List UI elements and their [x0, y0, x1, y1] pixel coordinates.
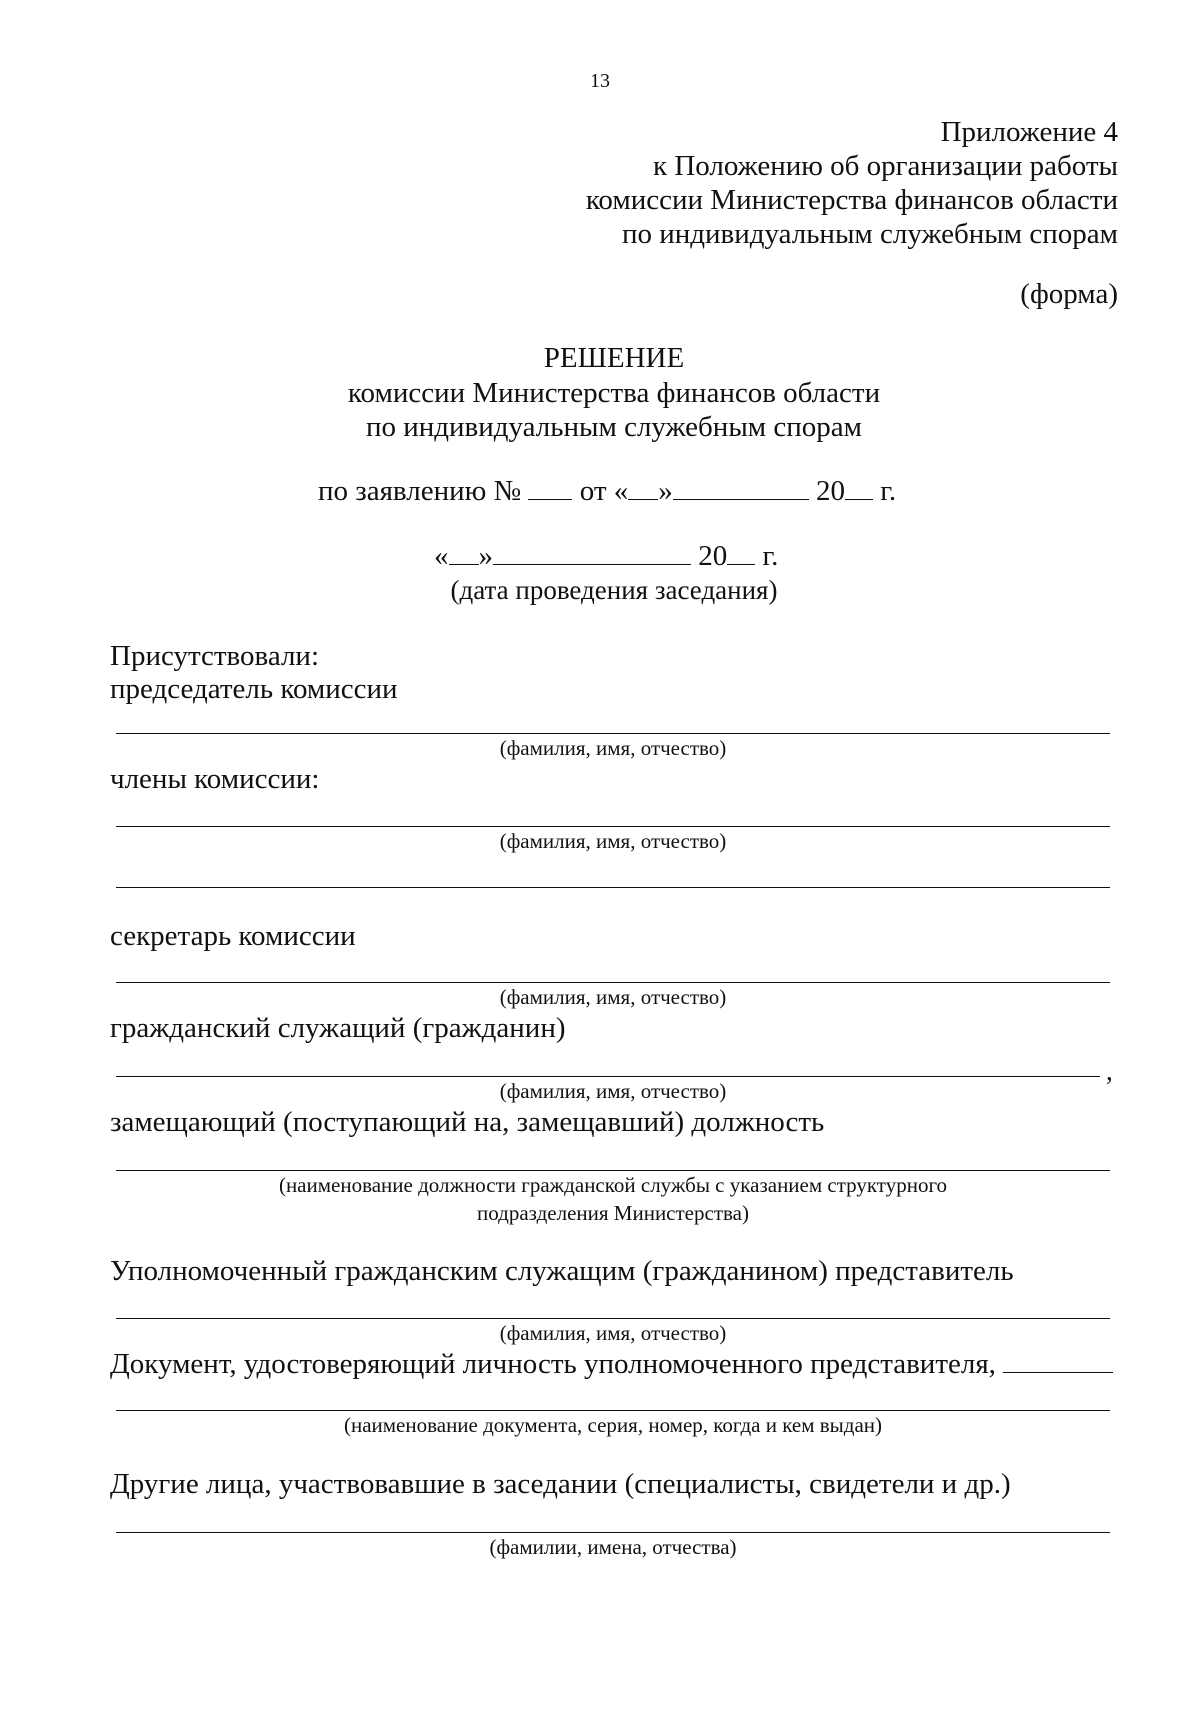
- secretary-label: секретарь комиссии: [110, 920, 356, 952]
- position-label: замещающий (поступающий на, замещавший) должность: [110, 1106, 825, 1138]
- secretary-caption: (фамилия, имя, отчество): [499, 985, 727, 1009]
- position-caption-1: (наименование должности гражданской службы с указанием структурного: [278, 1173, 948, 1197]
- meeting-day-blank[interactable]: [449, 542, 479, 565]
- id-document-details-line[interactable]: [116, 1410, 1110, 1411]
- application-prefix: по заявлению №: [318, 475, 522, 507]
- meeting-year-suffix: г.: [762, 540, 779, 572]
- present-label: Присутствовали:: [110, 640, 320, 672]
- id-document-blank[interactable]: [1003, 1350, 1113, 1373]
- decision-disputes: по индивидуальным служебным спорам: [365, 411, 863, 443]
- secretary-name-line[interactable]: [116, 982, 1110, 983]
- appendix-disputes: по индивидуальным служебным спорам: [621, 218, 1118, 250]
- form-label: (форма): [1020, 278, 1118, 310]
- representative-caption: (фамилия, имя, отчество): [499, 1321, 727, 1345]
- id-document-line: [110, 1348, 1113, 1381]
- member-2-name-line[interactable]: [116, 887, 1110, 888]
- meeting-month-blank[interactable]: [493, 542, 691, 565]
- meeting-date-close: »: [478, 540, 493, 572]
- position-caption-2: подразделения Министерства): [477, 1201, 749, 1225]
- civil-servant-comma: ,: [1106, 1056, 1113, 1086]
- application-month-blank[interactable]: [673, 477, 809, 500]
- appendix-commission: комиссии Министерства финансов области: [585, 184, 1118, 216]
- appendix-regulation: к Положению об организации работы: [653, 150, 1118, 182]
- civil-servant-name-line[interactable]: [116, 1076, 1100, 1077]
- meeting-date-open: «: [434, 540, 449, 572]
- application-from: от «: [579, 475, 629, 507]
- application-year-suffix: г.: [880, 475, 897, 507]
- others-names-line[interactable]: [116, 1532, 1110, 1533]
- representative-label: Уполномоченный гражданским служащим (гражданином) представитель: [110, 1255, 1014, 1287]
- meeting-date-caption: (дата проведения заседания): [450, 575, 778, 605]
- meeting-year: 20: [698, 540, 728, 572]
- decision-commission: комиссии Министерства финансов области: [347, 377, 881, 409]
- application-year: 20: [816, 475, 846, 507]
- others-caption: (фамилии, имена, отчества): [489, 1535, 737, 1559]
- id-document-label: Документ, удостоверяющий личность уполномоченного представителя,: [110, 1348, 996, 1380]
- position-line[interactable]: [116, 1170, 1110, 1171]
- application-number-blank[interactable]: [528, 477, 572, 500]
- id-document-caption: (наименование документа, серия, номер, когда и кем выдан): [343, 1413, 883, 1437]
- chairman-caption: (фамилия, имя, отчество): [499, 736, 727, 760]
- civil-servant-caption: (фамилия, имя, отчество): [499, 1079, 727, 1103]
- member-1-name-line[interactable]: [116, 826, 1110, 827]
- chairman-name-line[interactable]: [116, 733, 1110, 734]
- meeting-year-blank[interactable]: [727, 542, 755, 565]
- application-year-blank[interactable]: [845, 477, 873, 500]
- meeting-date-line: [434, 540, 778, 573]
- civil-servant-label: гражданский служащий (гражданин): [110, 1012, 566, 1044]
- representative-name-line[interactable]: [116, 1318, 1110, 1319]
- decision-heading: РЕШЕНИЕ: [543, 342, 685, 374]
- application-number-line: [318, 475, 896, 508]
- appendix-number: Приложение 4: [940, 116, 1118, 148]
- chairman-label: председатель комиссии: [110, 673, 398, 705]
- members-label: члены комиссии:: [110, 763, 320, 795]
- application-quote-close: »: [658, 475, 673, 507]
- application-day-blank[interactable]: [628, 477, 658, 500]
- page-number: 13: [590, 70, 610, 92]
- member-caption: (фамилия, имя, отчество): [499, 829, 727, 853]
- others-label: Другие лица, участвовавшие в заседании (специалисты, свидетели и др.): [110, 1468, 1011, 1500]
